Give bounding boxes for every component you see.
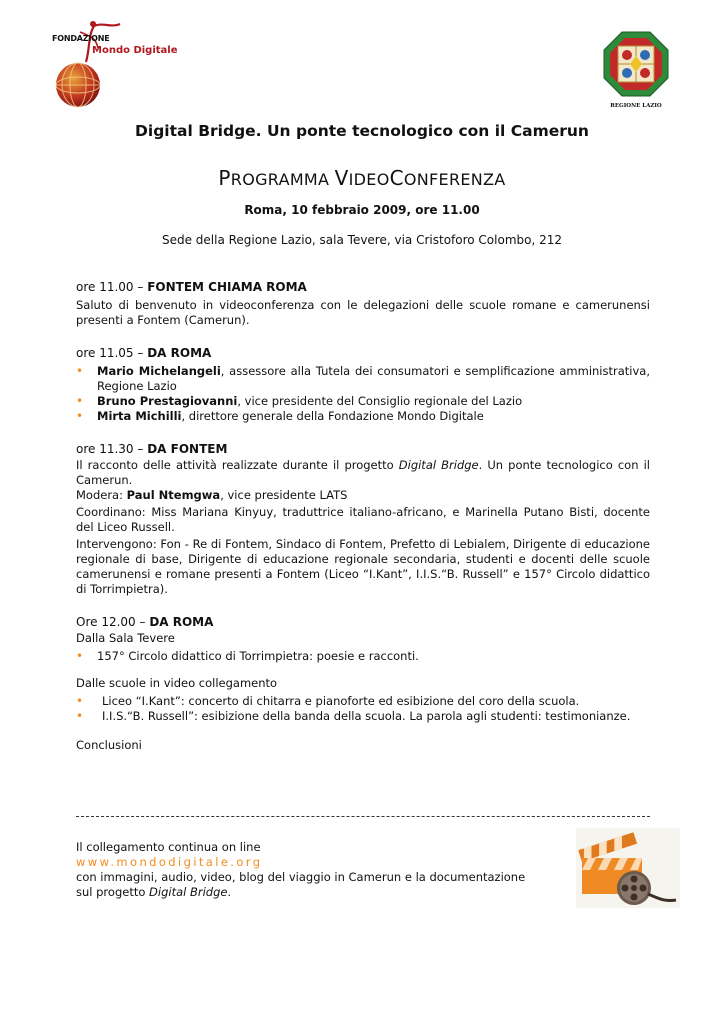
- logo-text-mondo-digitale: Mondo Digitale: [92, 45, 178, 56]
- event-venue: Sede della Regione Lazio, sala Tevere, via Cristoforo Colombo, 212: [161, 233, 563, 247]
- section-text: Saluto di benvenuto in videoconferenza con le delegazioni delle scuole romane e camerunensi presenti a Fontem (Camerun).: [76, 298, 650, 327]
- footer-line-4: [76, 885, 556, 900]
- section-heading-1: [76, 280, 650, 295]
- speakers-list: [76, 364, 650, 424]
- program-word-rest-1: ROGRAMMA: [230, 170, 335, 189]
- section-heading-3: [76, 442, 650, 457]
- program-content: [76, 280, 650, 753]
- speaker-role: , direttore generale della Fondazione Mondo Digitale: [181, 409, 484, 423]
- program-word-rest-3: ONFERENZA: [403, 170, 506, 189]
- program-word-rest-2: IDEO: [348, 170, 390, 189]
- section-separator: –: [135, 615, 150, 629]
- list-item: [76, 394, 650, 409]
- logo-text-fondazione: FONDAZIONE: [52, 34, 110, 43]
- text-part: Il racconto delle attività realizzate durante il progetto: [76, 458, 399, 472]
- speaker-name: Bruno Prestagiovanni: [97, 394, 238, 408]
- bullet-icon: •: [76, 694, 84, 708]
- text-part: .: [227, 885, 232, 899]
- section-time: ore 11.05: [76, 346, 134, 360]
- list-item: [76, 694, 650, 709]
- project-name: Digital Bridge: [398, 458, 479, 472]
- bullet-icon: •: [76, 409, 84, 423]
- section-heading-4: [76, 615, 650, 630]
- sala-list: [76, 649, 650, 664]
- list-item: [76, 649, 650, 664]
- project-name: Digital Bridge: [149, 885, 228, 899]
- section-time: Ore 12.00: [76, 615, 136, 629]
- speakers-line: Intervengono: Fon - Re di Fontem, Sindaco di Fontem, Prefetto di Lebialem, Dirigente di educazione regionale di base, Dirigente di educazione regionale secondaria, studenti e docenti delle scuole camerunensi e romane presenti a Fontem (Liceo “I.Kant”, I.I.S.“B. Russell” e 157° Circolo didattico di Torrimpietra).: [76, 537, 650, 596]
- schools-list: [76, 694, 650, 724]
- section-separator: –: [133, 442, 148, 456]
- list-item-text: Liceo “I.Kant”: concerto di chitarra e pianoforte ed esibizione del coro della scuola.: [102, 694, 580, 708]
- footer: [76, 840, 556, 900]
- moderator-role: , vice presidente LATS: [220, 488, 348, 502]
- section-time: ore 11.00: [76, 280, 134, 294]
- speaker-role: , vice presidente del Consiglio regionale del Lazio: [237, 394, 523, 408]
- speaker-name: Mirta Michilli: [97, 409, 182, 423]
- list-item: [76, 364, 650, 394]
- program-initial-v: V: [334, 166, 349, 190]
- schools-line: Dalle scuole in video collegamento: [76, 676, 278, 690]
- list-item: [76, 709, 650, 724]
- program-initial-p: P: [218, 166, 231, 190]
- text-part: . Un ponte tecnologico con il Camerun.: [76, 458, 650, 487]
- coordinators-line: Coordinano: Miss Mariana Kinyuy, traduttrice italiano-africano, e Marinella Putano Bisti, docente del Liceo Russell.: [76, 505, 650, 534]
- fondazione-logo: [50, 18, 170, 110]
- list-item: [76, 409, 650, 424]
- section-separator: –: [133, 346, 148, 360]
- list-item-text: 157° Circolo didattico di Torrimpietra: poesie e racconti.: [97, 649, 419, 663]
- bullet-icon: •: [76, 364, 84, 378]
- film-clapper-icon: [576, 828, 680, 908]
- event-date: Roma, 10 febbraio 2009, ore 11.00: [244, 203, 480, 217]
- section-title: DA ROMA: [147, 346, 212, 360]
- moderator-label: Modera:: [76, 488, 127, 502]
- footer-line-1: Il collegamento continua on line: [76, 840, 261, 854]
- moderator-name: Paul Ntemgwa: [126, 488, 221, 502]
- program-heading: [0, 166, 724, 190]
- text-part: sul progetto: [76, 885, 150, 899]
- section-separator: –: [133, 280, 148, 294]
- sala-line: Dalla Sala Tevere: [76, 631, 175, 645]
- program-initial-c: C: [389, 166, 404, 190]
- section-title: FONTEM CHIAMA ROMA: [147, 280, 307, 294]
- speaker-name: Mario Michelangeli: [97, 364, 221, 378]
- section-title: DA FONTEM: [147, 442, 228, 456]
- list-item-text: I.I.S.“B. Russell”: esibizione della banda della scuola. La parola agli studenti: testimonianze.: [102, 709, 631, 723]
- footer-line-3: con immagini, audio, video, blog del viaggio in Camerun e la documentazione: [76, 870, 526, 884]
- conclusion-line: Conclusioni: [76, 738, 142, 752]
- section-title: DA ROMA: [149, 615, 214, 629]
- bullet-icon: •: [76, 649, 84, 663]
- moderator-line: [76, 488, 650, 503]
- footer-divider: [76, 816, 650, 817]
- footer-url-link[interactable]: www.mondodigitale.org: [76, 855, 263, 869]
- regione-lazio-caption: REGIONE LAZIO: [610, 103, 662, 109]
- speaker-role: , assessore alla Tutela dei consumatori e semplificazione amministrativa, Regione Lazio: [97, 364, 650, 393]
- bullet-icon: •: [76, 709, 84, 723]
- section-text: [76, 458, 650, 488]
- regione-lazio-logo: [602, 30, 670, 112]
- section-heading-2: [76, 346, 650, 361]
- document-title: Digital Bridge. Un ponte tecnologico con il Camerun: [135, 122, 589, 140]
- section-time: ore 11.30: [76, 442, 134, 456]
- bullet-icon: •: [76, 394, 84, 408]
